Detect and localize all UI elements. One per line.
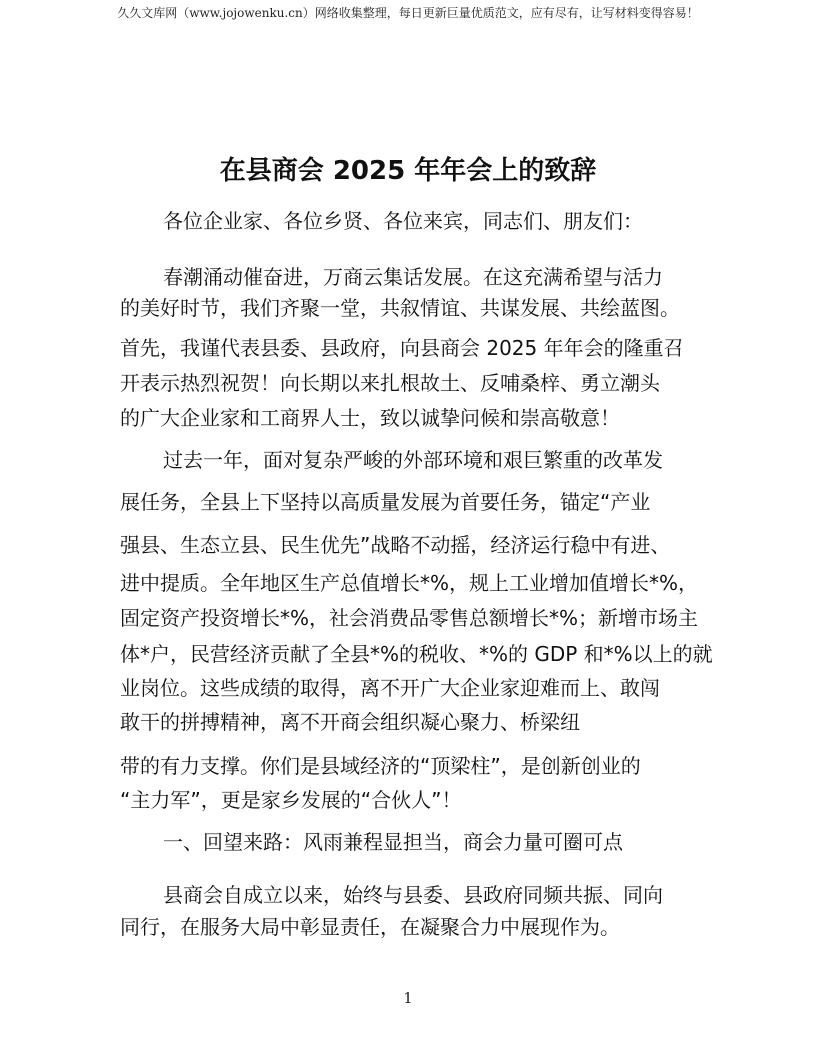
body-line: 过去一年，面对复杂严峻的外部环境和艰巨繁重的改革发 bbox=[163, 448, 663, 472]
body-line: 进中提质。全年地区生产总值增长*%，规上工业增加值增长*%， bbox=[120, 571, 699, 595]
body-line: 同行，在服务大局中彰显责任，在凝聚合力中展现作为。 bbox=[120, 915, 620, 939]
body-line: 首先，我谨代表县委、县政府，向县商会 2025 年年会的隆重召 bbox=[120, 336, 684, 360]
body-line: 体*户，民营经济贡献了全县*%的税收、*%的 GDP 和*%以上的就 bbox=[120, 642, 713, 666]
body-line: 的广大企业家和工商界人士，致以诚挚问候和崇高敬意！ bbox=[120, 406, 620, 430]
body-line: 固定资产投资增长*%，社会消费品零售总额增长*%；新增市场主 bbox=[120, 606, 699, 630]
body-line: “主力军”，更是家乡发展的“合伙人”！ bbox=[120, 788, 462, 812]
body-line: 带的有力支撑。你们是县域经济的“顶梁柱”，是创新创业的 bbox=[120, 754, 641, 778]
body-line: 春潮涌动催奋进，万商云集话发展。在这充满希望与活力 bbox=[163, 265, 663, 289]
body-line: 展任务，全县上下坚持以高质量发展为首要任务，锚定“产业 bbox=[120, 490, 651, 514]
header-note: 久久文库网（www.jojowenku.cn）网络收集整理，每日更新巨量优质范文，应有尽有，让写材料变得容易！ bbox=[117, 6, 699, 20]
body-line: 业岗位。这些成绩的取得，离不开广大企业家迎难而上、敢闯 bbox=[120, 676, 660, 700]
body-line: 开表示热烈祝贺！向长期以来扎根故土、反哺桑梓、勇立潮头 bbox=[120, 371, 660, 395]
page-number: 1 bbox=[403, 989, 413, 1007]
body-line: 的美好时节，我们齐聚一堂，共叙情谊、共谋发展、共绘蓝图。 bbox=[120, 296, 680, 320]
body-line: 县商会自成立以来，始终与县委、县政府同频共振、同向 bbox=[163, 883, 663, 907]
body-line: 敢干的拼搏精神，离不开商会组织凝心聚力、桥梁纽 bbox=[120, 710, 580, 734]
document-title: 在县商会 2025 年年会上的致辞 bbox=[219, 156, 597, 186]
section-heading: 一、回望来路：风雨兼程显担当，商会力量可圈可点 bbox=[163, 830, 623, 854]
salutation: 各位企业家、各位乡贤、各位来宾，同志们、朋友们： bbox=[163, 209, 643, 233]
body-line: 强县、生态立县、民生优先”战略不动摇，经济运行稳中有进、 bbox=[120, 533, 671, 557]
